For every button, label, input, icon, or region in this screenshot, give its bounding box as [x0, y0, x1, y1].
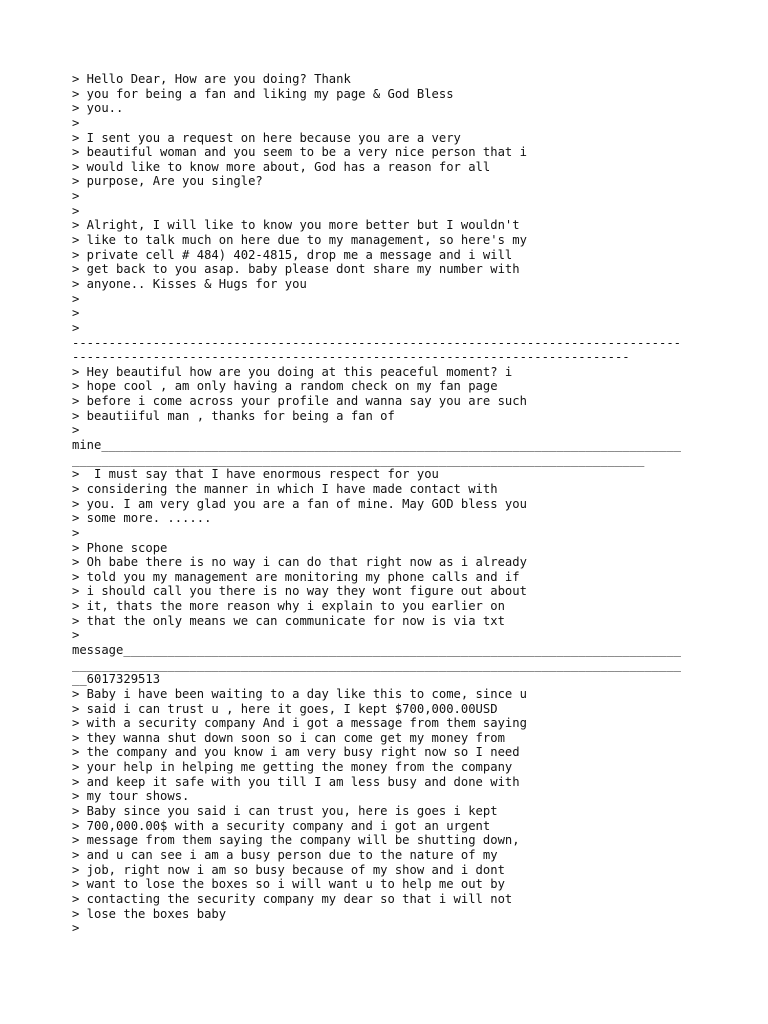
text-line: > beautiful woman and you seem to be a very nice person that i	[72, 145, 527, 160]
underscore-line: ______________________________________________________________________________	[72, 452, 645, 467]
text-line: > it, thats the more reason why i explain to you earlier on	[72, 599, 505, 614]
text-line: > said i can trust u , here it goes, I kept $700,000.00USD	[72, 701, 498, 716]
text-line: > before i come across your profile and wanna say you are such	[72, 394, 527, 409]
underscore-line: mine_______________________________________________________________________________	[72, 438, 682, 453]
text-line: > contacting the security company my dear so that i will not	[72, 891, 513, 906]
text-line: __6017329513	[72, 672, 161, 687]
underscore-line: ___________________________________________________________________________________	[72, 657, 682, 672]
text-line: > Baby since you said i can trust you, here is goes i kept	[72, 804, 498, 819]
text-line: > Hey beautiful how are you doing at this peaceful moment? i	[72, 364, 513, 379]
text-line: > the company and you know i am very busy right now so I need	[72, 745, 520, 760]
text-line: > your help in helping me getting the money from the company	[72, 760, 513, 775]
text-line: > that the only means we can communicate for now is via txt	[72, 613, 505, 628]
text-line: > you..	[72, 101, 124, 116]
text-line: > Oh babe there is no way i can do that right now as i already	[72, 555, 527, 570]
text-line: > Hello Dear, How are you doing? Thank	[72, 72, 351, 86]
text-line: > they wanna shut down soon so i can come get my money from	[72, 730, 505, 745]
text-line: >	[72, 189, 80, 204]
text-line: > private cell # 484) 402-4815, drop me a message and i will	[72, 247, 513, 262]
text-line: > lose the boxes baby	[72, 906, 227, 921]
text-line: > considering the manner in which I have made contact with	[72, 481, 498, 496]
text-line: > beautiiful man , thanks for being a fan of	[72, 408, 395, 423]
separator-line: -----------------------------------------------------------------------------------	[72, 335, 682, 350]
text-line: > purpose, Are you single?	[72, 174, 263, 189]
separator-line: ----------------------------------------------------------------------------	[72, 350, 630, 365]
underscore-line: message____________________________________________________________________________	[72, 642, 682, 657]
text-line: >	[72, 628, 80, 643]
text-line: >	[72, 115, 80, 130]
text-line: > you. I am very glad you are a fan of mine. May GOD bless you	[72, 496, 527, 511]
text-line: >	[72, 921, 80, 936]
email-thread-text	[72, 72, 712, 936]
text-line: > some more. ......	[72, 511, 212, 526]
text-line: > anyone.. Kisses & Hugs for you	[72, 276, 307, 291]
text-line: > get back to you asap. baby please dont share my number with	[72, 262, 520, 277]
text-line: > with a security company And i got a message from them saying	[72, 716, 527, 731]
text-line: > I sent you a request on here because you are a very	[72, 130, 461, 145]
text-line: > Baby i have been waiting to a day like this to come, since u	[72, 686, 527, 701]
text-line: > message from them saying the company will be shutting down,	[72, 833, 520, 848]
text-line: > and keep it safe with you till I am less busy and done with	[72, 774, 520, 789]
text-line: > Phone scope	[72, 540, 168, 555]
text-line: > you for being a fan and liking my page & God Bless	[72, 86, 454, 101]
text-line: >	[72, 306, 80, 321]
text-line: > want to lose the boxes so i will want u to help me out by	[72, 877, 505, 892]
text-line: > I must say that I have enormous respect for you	[72, 467, 439, 482]
text-line: >	[72, 423, 80, 438]
text-line: > my tour shows.	[72, 789, 190, 804]
text-line: > job, right now i am so busy because of my show and i dont	[72, 862, 505, 877]
text-line: >	[72, 320, 80, 335]
text-line: > i should call you there is no way they wont figure out about	[72, 584, 527, 599]
text-line: >	[72, 291, 80, 306]
text-line: > 700,000.00$ with a security company and i got an urgent	[72, 818, 491, 833]
text-line: > and u can see i am a busy person due to the nature of my	[72, 847, 498, 862]
text-line: > told you my management are monitoring my phone calls and if	[72, 569, 520, 584]
text-line: > would like to know more about, God has a reason for all	[72, 159, 491, 174]
text-line: >	[72, 203, 80, 218]
text-line: > like to talk much on here due to my management, so here's my	[72, 233, 527, 248]
text-line: >	[72, 525, 80, 540]
text-line: > Alright, I will like to know you more better but I wouldn't	[72, 218, 520, 233]
text-line: > hope cool , am only having a random check on my fan page	[72, 379, 498, 394]
